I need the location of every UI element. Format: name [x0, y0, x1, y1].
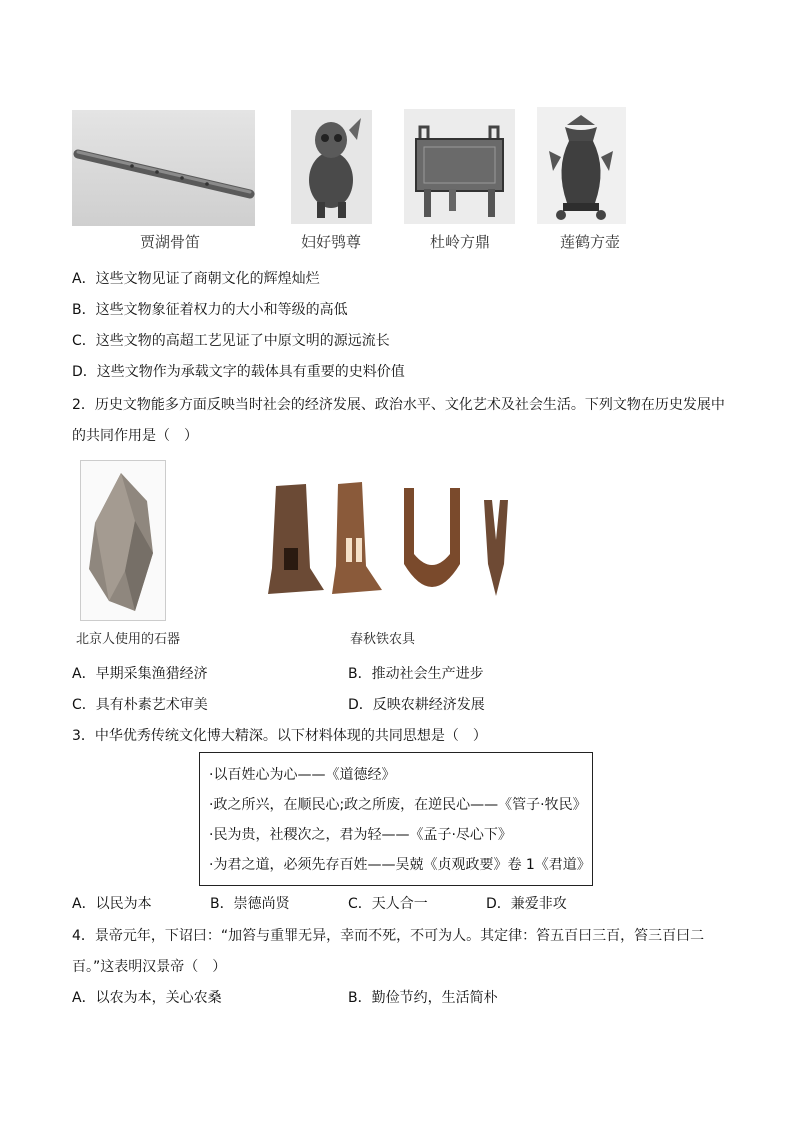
q2-stem-line2: 的共同作用是（ ） [72, 428, 198, 444]
q3-stem: 3．中华优秀传统文化博大精深。以下材料体现的共同思想是（ ） [72, 728, 487, 744]
q3-option-d[interactable]: D．兼爱非攻 [486, 896, 567, 912]
q3-option-b[interactable]: B．崇德尚贤 [210, 896, 290, 912]
bone-flute-photo [72, 110, 255, 226]
caption-stone-tool: 北京人使用的石器 [76, 632, 181, 647]
duling-ding-photo [404, 109, 515, 224]
q1-option-b[interactable]: B．这些文物象征着权力的大小和等级的高低 [72, 302, 348, 318]
owl-zun-photo [291, 110, 372, 224]
q4-stem-line2: 百。”这表明汉景帝（ ） [72, 959, 227, 975]
iron-tools-image [262, 478, 530, 606]
duling-ding-image [404, 109, 515, 224]
q4-stem-line1: 4．景帝元年，下诏曰：“加笞与重罪无异，幸而不死，不可为人。其定律：笞五百曰三百，笞三百曰二 [72, 928, 705, 944]
bone-flute-image [72, 110, 255, 226]
caption-owl-zun: 妇好鸮尊 [300, 233, 361, 251]
owl-zun-image [291, 110, 372, 224]
q1-option-a[interactable]: A．这些文物见证了商朝文化的辉煌灿烂 [72, 271, 320, 287]
quote-line-3: ·民为贵，社稷次之，君为轻——《孟子·尽心下》 [209, 827, 512, 843]
q2-option-a[interactable]: A．早期采集渔猎经济 [72, 666, 208, 682]
iron-tools-photo [262, 478, 530, 606]
q2-stem-line1: 2．历史文物能多方面反映当时社会的经济发展、政治水平、文化艺术及社会生活。下列文物在历史发展中 [72, 397, 725, 413]
caption-duling-ding: 杜岭方鼎 [429, 233, 490, 251]
quote-line-2: ·政之所兴，在顺民心;政之所废，在逆民心——《管子·牧民》 [209, 797, 587, 813]
q2-option-c[interactable]: C．具有朴素艺术审美 [72, 697, 208, 713]
q4-option-a[interactable]: A．以农为本，关心农桑 [72, 990, 222, 1006]
caption-iron-tools: 春秋铁农具 [350, 632, 416, 647]
q4-option-b[interactable]: B．勤俭节约，生活简朴 [348, 990, 498, 1006]
stone-tool-image [81, 461, 166, 621]
lotus-crane-hu-image [537, 107, 626, 224]
quote-box [199, 752, 593, 886]
q3-option-c[interactable]: C．天人合一 [348, 896, 428, 912]
caption-lotus-crane-hu: 莲鹤方壶 [559, 233, 620, 251]
q3-option-a[interactable]: A．以民为本 [72, 896, 152, 912]
q2-option-d[interactable]: D．反映农耕经济发展 [348, 697, 485, 713]
quote-line-4: ·为君之道，必须先存百姓——吴兢《贞观政要》卷 1《君道》 [209, 857, 591, 873]
stone-tool-photo [80, 460, 166, 621]
q2-option-b[interactable]: B．推动社会生产进步 [348, 666, 484, 682]
caption-bone-flute: 贾湖骨笛 [139, 233, 200, 251]
q1-option-c[interactable]: C．这些文物的高超工艺见证了中原文明的源远流长 [72, 333, 390, 349]
lotus-crane-hu-photo [537, 107, 626, 224]
quote-line-1: ·以百姓心为心——《道德经》 [209, 767, 396, 783]
q1-option-d[interactable]: D．这些文物作为承载文字的载体具有重要的史料价值 [72, 364, 405, 380]
